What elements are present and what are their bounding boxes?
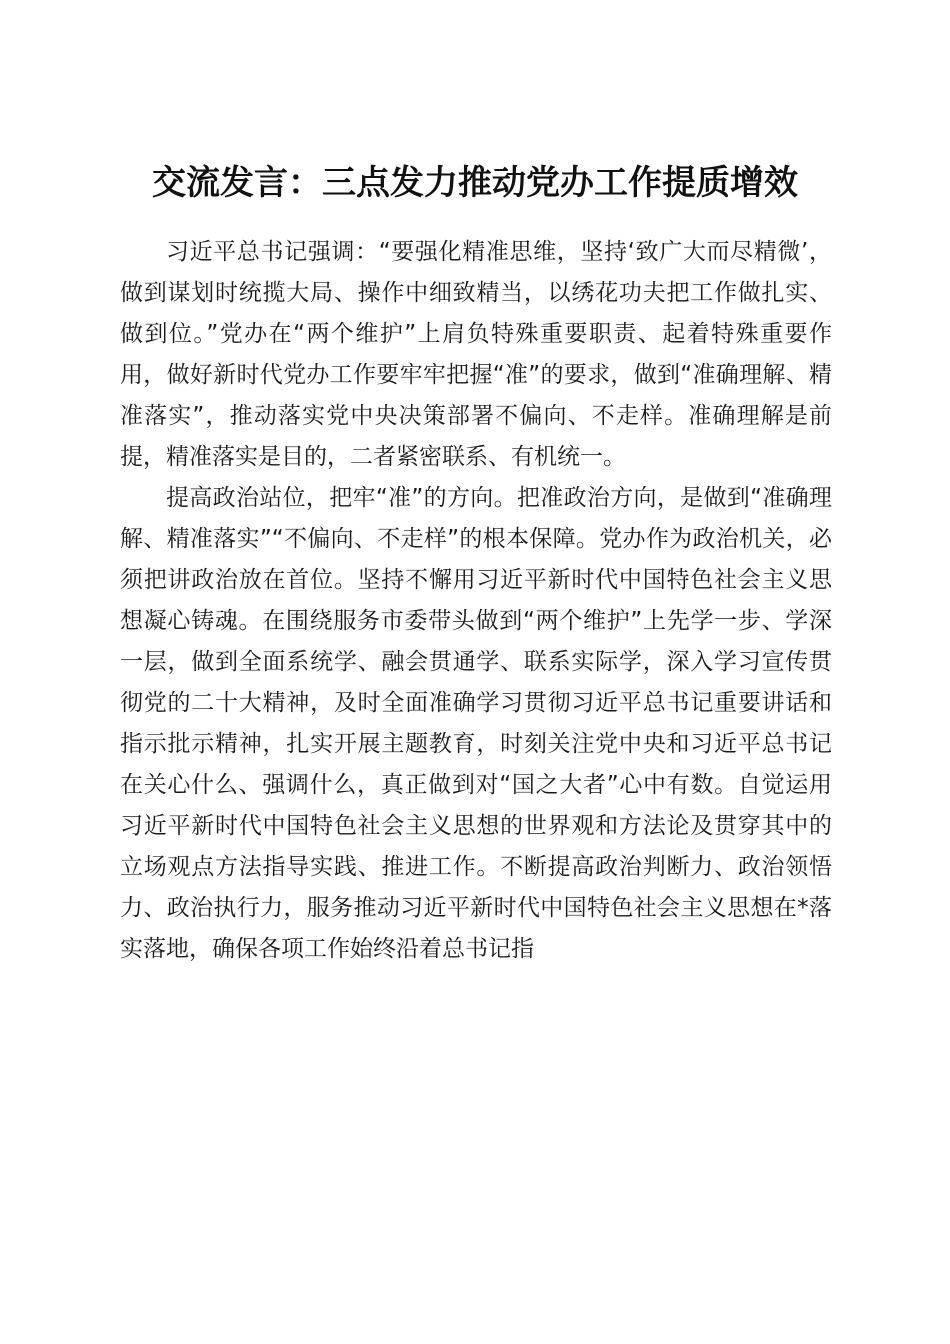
document-body xyxy=(120,232,832,970)
document-title: 交流发言：三点发力推动党办工作提质增效 xyxy=(152,162,798,203)
paragraph-political-stance: 提高政治站位，把牢“准”的方向。把准政治方向，是做到“准确理解、精准落实”“不偏向、不走样”的根本保障。党办作为政治机关，必须把讲政治放在首位。坚持不懈用习近平新时代中国特色社会主义思想凝心铸魂。在围绕服务市委带头做到“两个维护”上先学一步、学深一层，做到全面系统学、融会贯通学、联系实际学，深入学习宣传贯彻党的二十大精神，及时全面准确学习贯彻习近平总书记重要讲话和指示批示精神，扎实开展主题教育，时刻关注党中央和习近平总书记在关心什么、强调什么，真正做到对“国之大者”心中有数。自觉运用习近平新时代中国特色社会主义思想的世界观和方法论及贯穿其中的立场观点方法指导实践、推进工作。不断提高政治判断力、政治领悟力、政治执行力，服务推动习近平新时代中国特色社会主义思想在*落实落地，确保各项工作始终沿着总书记指 xyxy=(120,485,832,962)
paragraph-intro: 习近平总书记强调：“要强化精准思维，坚持‘致广大而尽精微’，做到谋划时统揽大局、操作中细致精当，以绣花功夫把工作做扎实、做到位。”党办在“两个维护”上肩负特殊重要职责、起着特殊重要作用，做好新时代党办工作要牢牢把握“准”的要求，做到“准确理解、精准落实”，推动落实党中央决策部署不偏向、不走样。准确理解是前提，精准落实是目的，二者紧密联系、有机统一。 xyxy=(120,239,832,470)
